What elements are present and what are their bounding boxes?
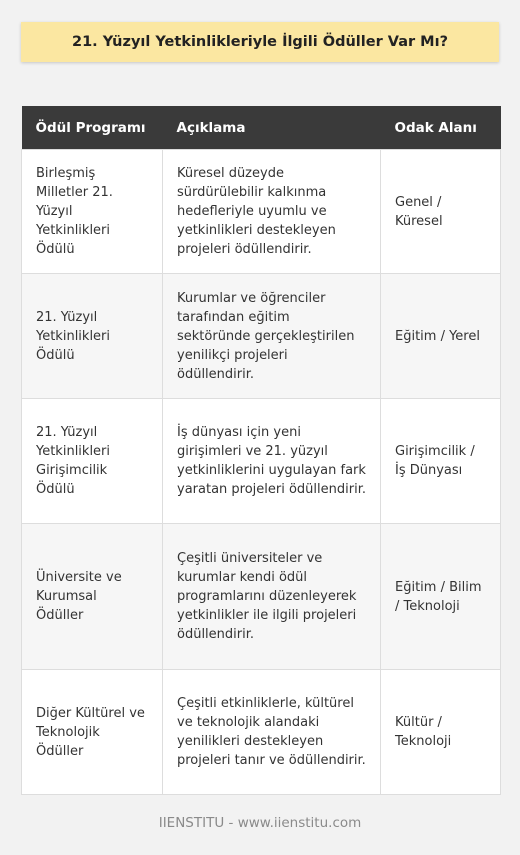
cell-program: Üniversite ve Kurumsal Ödüller (22, 524, 163, 670)
cell-focus: Eğitim / Bilim / Teknoloji (381, 524, 501, 670)
table-header-row (22, 106, 501, 150)
header-description: Açıklama (163, 106, 381, 150)
cell-description: İş dünyası için yeni girişimleri ve 21. yüzyıl yetkinliklerini uygulayan fark yaratan projeleri ödüllendirir. (163, 399, 381, 524)
cell-focus: Genel / Küresel (381, 150, 501, 274)
cell-program: Birleşmiş Milletler 21. Yüzyıl Yetkinlikleri Ödülü (22, 150, 163, 274)
cell-description: Kurumlar ve öğrenciler tarafından eğitim sektöründe gerçekleştirilen yenilikçi projeleri ödüllendirir. (163, 274, 381, 399)
awards-table (21, 106, 501, 795)
cell-focus: Girişimcilik / İş Dünyası (381, 399, 501, 524)
cell-description: Küresel düzeyde sürdürülebilir kalkınma hedefleriyle uyumlu ve yetkinlikleri destekleyen projeleri ödüllendirir. (163, 150, 381, 274)
page-title: 21. Yüzyıl Yetkinlikleriyle İlgili Ödüller Var Mı? (72, 34, 448, 50)
cell-program: Diğer Kültürel ve Teknolojik Ödüller (22, 670, 163, 795)
table-row (22, 274, 501, 399)
table-row (22, 670, 501, 795)
footer-credit: IIENSTITU - www.iienstitu.com (158, 815, 362, 831)
cell-focus: Kültür / Teknoloji (381, 670, 501, 795)
cell-program: 21. Yüzyıl Yetkinlikleri Ödülü (22, 274, 163, 399)
table-row (22, 150, 501, 274)
header-focus: Odak Alanı (381, 106, 501, 150)
cell-description: Çeşitli etkinliklerle, kültürel ve teknolojik alandaki yenilikleri destekleyen projeleri tanır ve ödüllendirir. (163, 670, 381, 795)
header-program: Ödül Programı (22, 106, 163, 150)
table-row (22, 524, 501, 670)
table-row (22, 399, 501, 524)
cell-program: 21. Yüzyıl Yetkinlikleri Girişimcilik Ödülü (22, 399, 163, 524)
title-banner (21, 22, 499, 62)
cell-description: Çeşitli üniversiteler ve kurumlar kendi ödül programlarını düzenleyerek yetkinlikler ile ilgili projeleri ödüllendirir. (163, 524, 381, 670)
cell-focus: Eğitim / Yerel (381, 274, 501, 399)
